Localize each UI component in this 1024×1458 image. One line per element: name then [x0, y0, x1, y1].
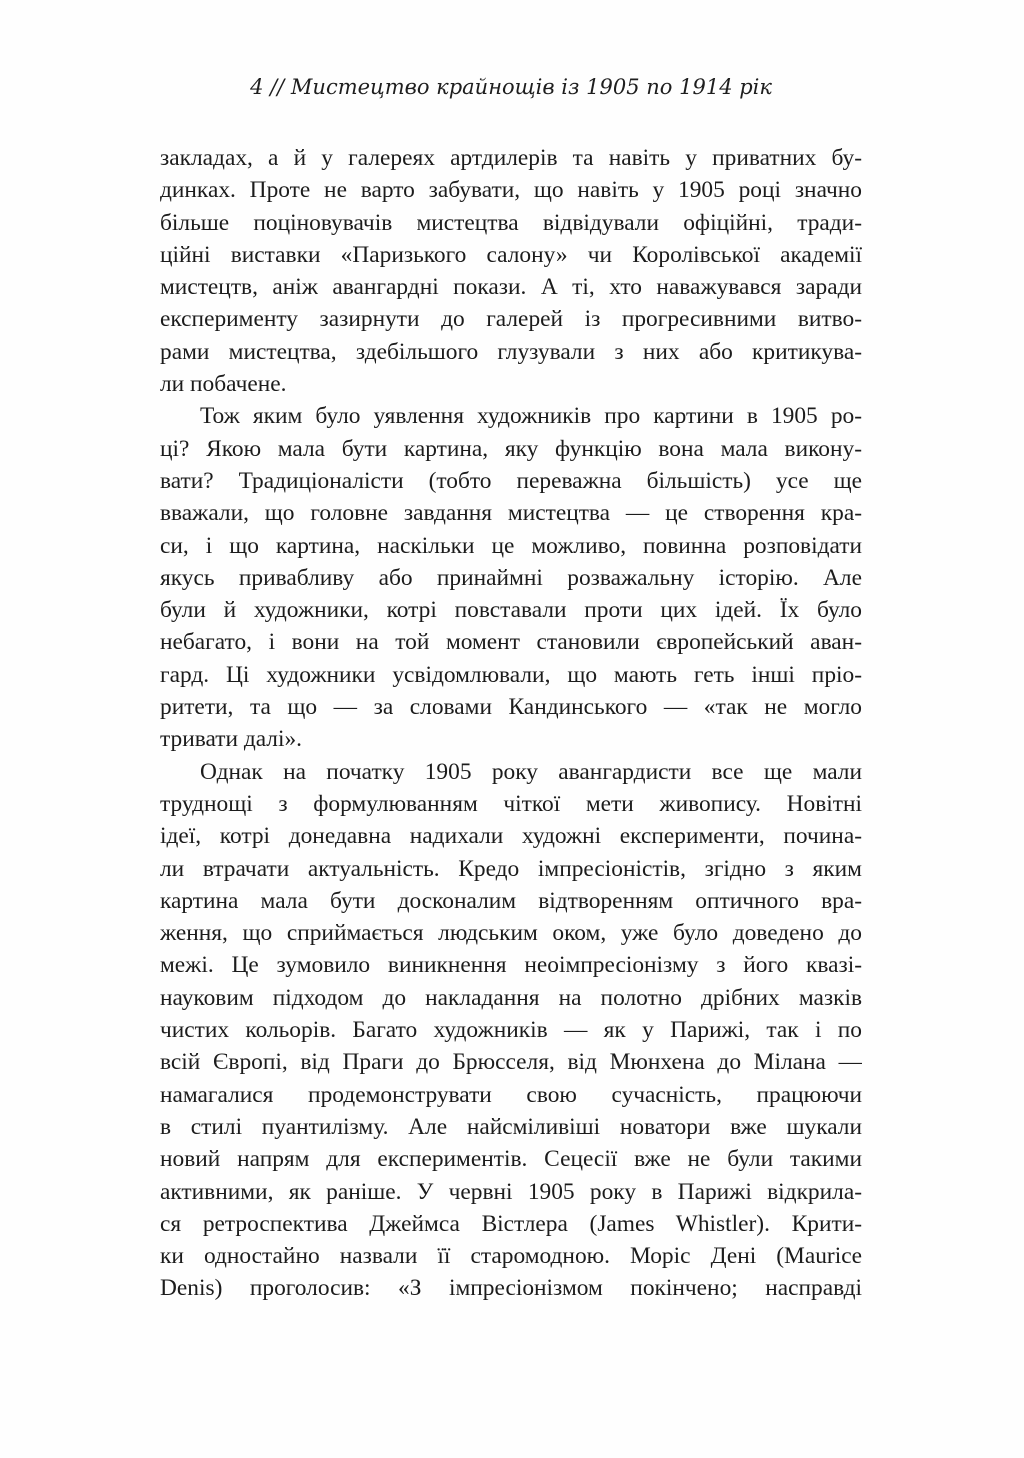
text-line: ли втрачати актуальність. Кредо імпресіоністів, згідно з яким: [160, 855, 862, 882]
text-line: си, і що картина, наскільки це можливо, повинна розповідати: [160, 532, 862, 559]
text-line: небагато, і вони на той момент становили європейський аван-: [160, 629, 862, 656]
text-line: ідеї, котрі донедавна надихали художні експерименти, почина-: [160, 823, 862, 850]
text-line: гард. Ці художники усвідомлювали, що мають геть інші пріо-: [160, 661, 862, 688]
text-line: більше поціновувачів мистецтва відвідували офіційні, тради-: [160, 209, 862, 236]
text-line: ся ретроспектива Джеймса Вістлера (James Whistler). Крити-: [160, 1210, 862, 1237]
text-line: ли побачене.: [160, 371, 287, 398]
paragraph-1: [160, 142, 862, 400]
text-line: тривати далі».: [160, 726, 303, 753]
text-line: вважали, що головне завдання мистецтва — це створення кра-: [160, 500, 862, 527]
text-line: чистих кольорів. Багато художників — як у Парижі, так і по: [160, 1017, 862, 1044]
text-line: Тож яким було уявлення художників про картини в 1905 ро-: [200, 403, 862, 430]
text-line: всій Європі, від Праги до Брюсселя, від Мюнхена до Мілана —: [160, 1049, 862, 1076]
body-text: [160, 142, 862, 1305]
text-line: ки одностайно назвали її старомодною. Моріс Дені (Maurice: [160, 1243, 862, 1270]
text-line: Denis) проголосив: «З імпресіонізмом покінчено; насправді: [160, 1275, 862, 1302]
text-line: мистецтв, аніж авангардні покази. А ті, хто наважувався заради: [160, 274, 862, 301]
text-line: в стилі пуантилізму. Але найсміливіші новатори вже шукали: [160, 1113, 862, 1140]
text-line: ці? Якою мала бути картина, яку функцію вона мала викону-: [160, 435, 862, 462]
text-line: межі. Це зумовило виникнення неоімпресіонізму з його квазі-: [160, 952, 862, 979]
text-line: якусь привабливу або принаймні розважальну історію. Але: [160, 564, 862, 591]
text-line: труднощі з формулюванням чіткої мети живопису. Новітні: [160, 790, 862, 817]
text-line: були й художники, котрі повставали проти цих ідей. Їх було: [160, 597, 862, 624]
text-line: експерименту зазирнути до галерей із прогресивними витво-: [160, 306, 862, 333]
text-line: намагалися продемонструвати свою сучасність, працюючи: [160, 1081, 862, 1108]
text-line: Однак на початку 1905 року авангардисти все ще мали: [200, 758, 862, 785]
text-line: вати? Традиціоналісти (тобто переважна більшість) усе ще: [160, 467, 862, 494]
paragraph-2: [160, 400, 862, 755]
text-line: ритети, та що — за словами Кандинського — «так не могло: [160, 694, 862, 721]
text-line: динках. Проте не варто забувати, що навіть у 1905 році значно: [160, 177, 862, 204]
text-line: рами мистецтва, здебільшого глузували з них або критикува-: [160, 338, 862, 365]
text-line: новий напрям для експериментів. Сецесії вже не були такими: [160, 1146, 862, 1173]
text-line: активними, як раніше. У червні 1905 року в Парижі відкрила-: [160, 1178, 862, 1205]
text-line: ційні виставки «Паризького салону» чи Королівської академії: [160, 241, 862, 268]
text-line: науковим підходом до накладання на полотно дрібних мазків: [160, 984, 862, 1011]
text-line: картина мала бути досконалим відтворенням оптичного вра-: [160, 887, 862, 914]
running-head: 4 // Мистецтво крайнощів із 1905 по 1914 рік: [250, 75, 772, 99]
paragraph-3: [160, 756, 862, 1305]
text-line: ження, що сприймається людським оком, уже було доведено до: [160, 920, 862, 947]
text-line: закладах, а й у галереях артдилерів та навіть у приватних бу-: [160, 145, 862, 171]
